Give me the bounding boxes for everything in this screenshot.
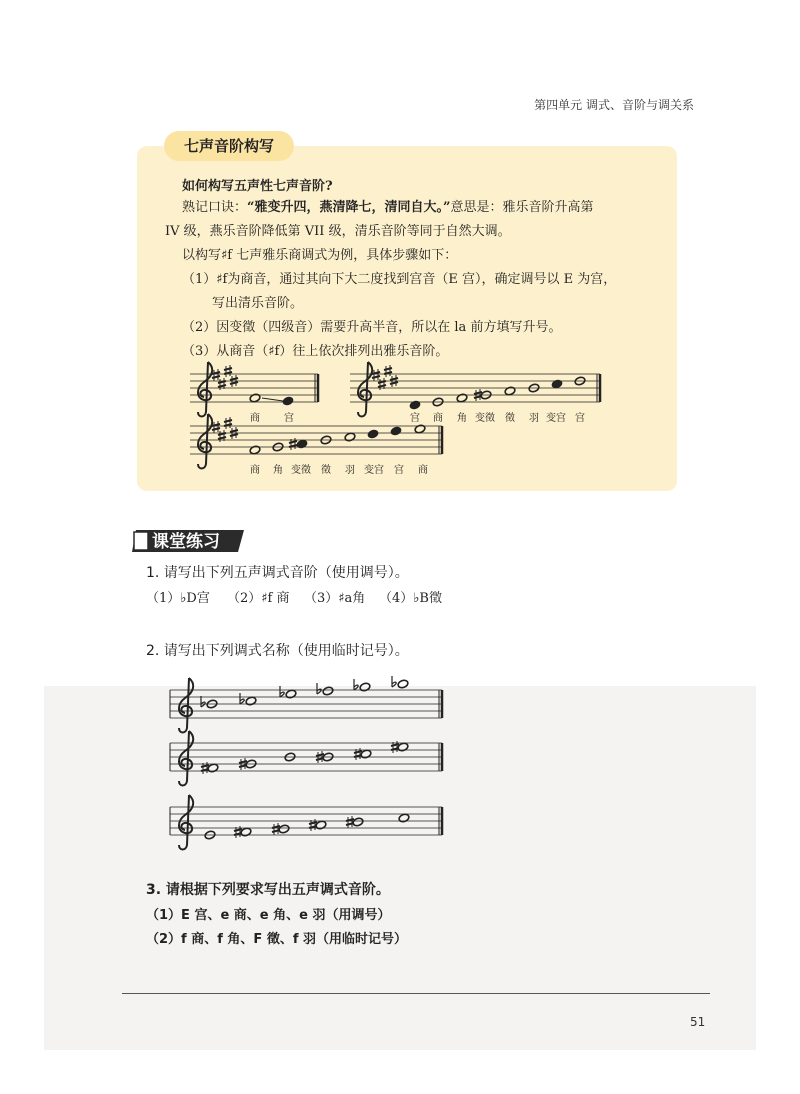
staff1-label: 商 — [250, 413, 260, 424]
box-line-3: 以构写♯f 七声雅乐商调式为例，具体步骤如下： — [182, 248, 458, 263]
classroom-practice-banner — [132, 527, 247, 554]
staff3-label: 变徵 — [291, 465, 311, 476]
banner-label: 课堂练习 — [152, 532, 220, 552]
box-step-3: （3）从商音（♯f）往上依次排列出雅乐音阶。 — [182, 344, 449, 359]
staff1-label: 宫 — [284, 413, 294, 424]
mnemonic-bold: “雅变升四，燕清降七，清同自大。” — [247, 200, 451, 215]
staff2-label: 羽 — [529, 413, 539, 424]
staff2-label: 徵 — [505, 413, 515, 424]
box-question: 如何构写五声性七声音阶? — [182, 179, 333, 194]
box-step-2: （2）因变徵（四级音）需要升高半音，所以在 la 前方填写升号。 — [182, 320, 562, 335]
page-number: 51 — [690, 1015, 706, 1029]
mnemonic-prefix: 熟记口诀： — [182, 200, 248, 215]
notebook-icon — [134, 532, 148, 550]
exercise-question-1: 1. 请写出下列五声调式音阶（使用调号）。 — [146, 565, 409, 581]
staff2-label: 角 — [457, 413, 467, 424]
mnemonic-suffix: 意思是：雅乐音阶升高第 — [450, 200, 594, 215]
box-step-1b: 写出清乐音阶。 — [212, 296, 304, 311]
staff3-label: 商 — [418, 465, 428, 476]
staff2-label: 宫 — [410, 413, 420, 424]
staff3-label: 徵 — [321, 465, 331, 476]
staff-3 — [190, 414, 442, 469]
box-tab-label: 七声音阶构写 — [164, 131, 294, 161]
exercise-question-3: 3. 请根据下列要求写出五声调式音阶。 — [146, 882, 390, 898]
q1-item: （2）♯f 商 — [227, 591, 290, 606]
q3-item: （1）E 宫、e 商、e 角、e 羽（用调号） — [146, 908, 391, 923]
box-line-2: IV 级，燕乐音阶降低第 VII 级，清乐音阶等同于自然大调。 — [165, 224, 511, 239]
staff2-label: 变宫 — [546, 413, 566, 424]
exercise-question-2: 2. 请写出下列调式名称（使用临时记号）。 — [146, 643, 409, 659]
staff2-label: 商 — [433, 413, 443, 424]
q1-item: （4）♭B徵 — [379, 591, 442, 606]
q1-item: （1）♭D宫 — [146, 591, 210, 606]
staff3-label: 商 — [250, 465, 260, 476]
staff2-label: 宫 — [575, 413, 585, 424]
staff3-label: 宫 — [394, 465, 404, 476]
staff2-label: 变徵 — [475, 413, 495, 424]
exercise-staff-3 — [170, 795, 442, 850]
q1-item: （3）♯a角 — [304, 591, 366, 606]
running-header: 第四单元 调式、音阶与调关系 — [534, 98, 694, 112]
exercise-staff-1 — [170, 676, 442, 733]
staff3-label: 羽 — [345, 465, 355, 476]
footer-rule — [122, 993, 710, 994]
q3-item: （2）f 商、f 角、F 徵、f 羽（用临时记号） — [146, 932, 407, 947]
staff3-label: 角 — [273, 465, 283, 476]
staff3-label: 变宫 — [364, 465, 384, 476]
box-step-1a: （1）♯f为商音，通过其向下大二度找到宫音（E 宫），确定调号以 E 为宫， — [182, 272, 617, 287]
exercise-staff-2 — [170, 731, 442, 786]
